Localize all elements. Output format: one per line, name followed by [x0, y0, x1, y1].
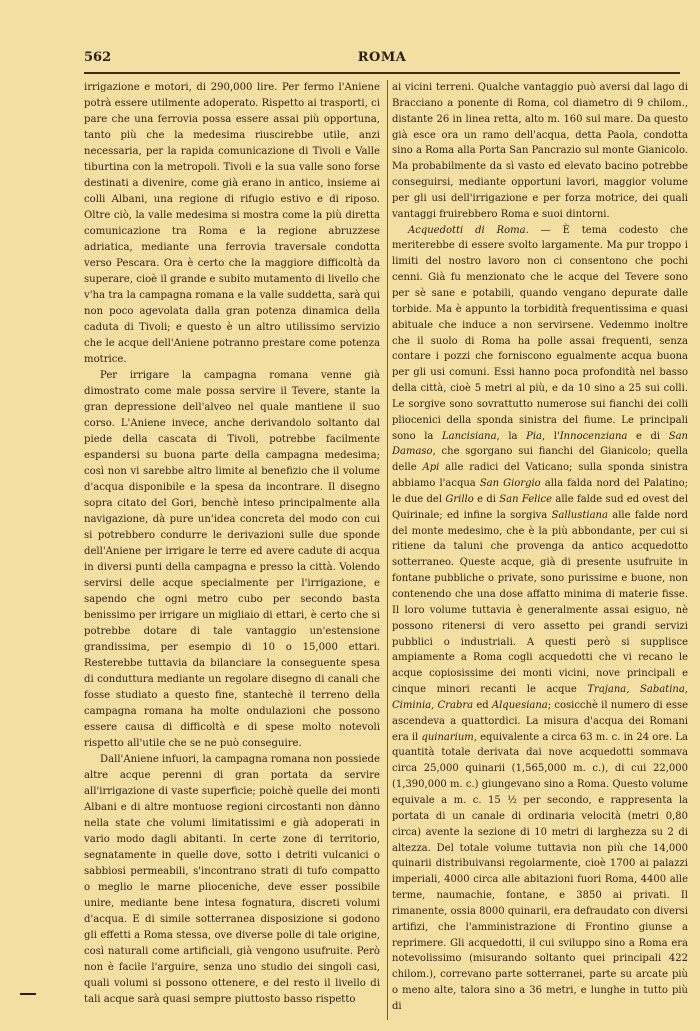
paragraph-acquedotti: Acquedotti di Roma. — È tema codesto che meriterebbe di essere svolto largamente. Ma pur troppo i limiti del nostro lavoro non ci consentono che pochi cenni. Già fu menzionato che le acque del Tevere sono per sè sane e potabili, quando vengano depurate dalle torbide. Ma è appunto la torbidità frequentissima e quasi abituale che induce a non servirsene. Vedemmo inoltre che il suolo di Roma ha polle assai frequenti, senza contare i pozzi che forniscono egualmente acqua buona per gli usi comuni. Essi hanno poca profondità nel basso della città, cioè 5 metri al più, e da 10 sino a 25 sui colli. Le sorgive sono sovrattutto numerose sui fianchi dei colli pliocenici della sponda sinistra del fiume. Le principali sono la Lancisiana, la Pia, l'Innocenziana e di San Damaso, che sgorgano sui fianchi del Gianicolo; quella delle Api alle radici del Vaticano; sulla sponda sinistra abbiamo l'acqua San Giorgio alla falda nord del Palatino; le due del Grillo e di San Felice alle falde sud ed ovest del Quirinale; ed infine la sorgiva Sallustiana alle falde nord del monte medesimo, che è la più abbondante, per cui si ritiene da taluni che provenga da antico acquedotto sotterraneo. Queste acque, già di presente usufruite in fontane pubbliche o private, sono purissime e buone, non contenendo che una dose affatto minima di materie fisse. Il loro volume tuttavia è generalmente assai esiguo, nè possono ritenersi di vero assetto pei grandi servizi pubblici o industriali. A questi però si supplisce ampiamente a Roma cogli acquedotti che vi recano le acque copiosissime dei monti vicini, nove principali e cinque minori recanti le acque Trajana, Sabatina, Ciminia, Crabra ed Alquesiana; cosicchè il numero di esse ascendeva a quattordici. La misura d'acqua dei Romani era il quinarium, equivalente a circa 63 m. c. in 24 ore. La quantità totale derivata dai nove acquedotti sommava circa 25,000 quinarii (1,565,000 m. c.), di cui 22,000 (1,390,000 m. c.) giungevano sino a Roma. Questo volume equivale a m. c. 15 ½ per secondo, e rappresenta la portata di un canale di ordinaria velocità (metri 0,80 circa) avente la sezione di 10 metri di larghezza su 2 di altezza. Del totale volume tuttavia non più che 14,000 quinarii distribuivansi regolarmente, cioè 1700 ai palazzi imperiali, 4000 circa alle abitazioni fuori Roma, 4400 alle terme, naumachie, fontane, e 3850 ai privati. Il rimanente, ossia 8000 quinarii, era defraudato con diversi artifizi, che l'amministrazione di Frontino giunse a reprimere. Gli acquedotti, il cui sviluppo sino a Roma era notevolissimo (misurando soltanto quei principali 422 chilom.), correvano parte sotterranei, parte su arcate più o meno alte, talora sino a 36 metri, e lunghe in tutto più di [392, 224, 689, 1012]
paragraph: irrigazione e motori, di 290,000 lire. Per fermo l'Aniene potrà essere utilmente adoperato. Rispetto ai trasporti, ci pare che una ferrovia possa essere assai più opportuna, tanto più che la medesima riuscirebbe utile, anzi necessaria, per la rapida comunicazione di Tivoli e Valle tiburtina con la metropoli. Tivoli e la sua valle sono forse destinati a divenire, come già erano in antico, insieme ai colli Albani, una regione di rifugio estivo e di riposo. Oltre ciò, la valle medesima si mostra come la più diretta comunicazione tra Roma e la regione abruzzese adriatica, mediante una ferrovia traversale condotta verso Pescara. Ora è certo che la maggiore difficoltà da superare, cioè il grande e subito mutamento di livello che v'ha tra la campagna romana e la valle suddetta, sarà qui non poco agevolata dalla gran potenza dinamica della caduta di Tivoli; e questo è un altro utilissimo servizio che le acque dell'Aniene potranno prestare come potenza motrice. [84, 82, 380, 365]
header-rule [84, 72, 680, 74]
aqueduct-name: Alquesiana [491, 699, 548, 711]
section-heading: Acquedotti di Roma. [408, 224, 529, 236]
spring-name: San Felice [499, 493, 553, 505]
running-title: ROMA [357, 50, 407, 65]
unit-term: quinarium [421, 731, 474, 743]
spring-name: San Damaso [392, 430, 688, 458]
column-divider [387, 80, 388, 1020]
running-header [84, 50, 680, 68]
paragraph: ai vicini terreni. Qualche vantaggio può aversi dal lago di Bracciano a ponente di Roma, col diametro di 9 chilom., distante 26 in linea retta, alto m. 160 sul mare. Da questo già esce ora un ramo dell'acqua, detta Paola, condotta sino a Roma alla Porta San Pancrazio sul monte Gianicolo. Ma probabilmente da sì vasto ed elevato bacino potrebbe conseguirsi, mediante opportuni lavori, maggior volume per gli usi dell'irrigazione e per forza motrice, dei quali vantaggi fruirebbero Roma e suoi dintorni. [392, 82, 688, 220]
margin-mark [20, 993, 36, 995]
aqueduct-names: Trajana, Sabatina, Ciminia, Crabra [392, 684, 688, 711]
spring-name: Grillo [445, 493, 474, 505]
right-column [392, 80, 688, 1015]
spring-name: San Giorgio [479, 478, 541, 490]
page-number: 562 [84, 50, 112, 65]
paragraph: Dall'Aniene infuori, la campagna romana non possiede altre acque perenni di gran portata da servire all'irrigazione di vaste superficie; poichè quelle dei monti Albani e di altre montuose regioni circostanti non dànno nella state che volumi limitatissimi e già adoperati in vario modo dagli abitanti. In certe zone di territorio, segnatamente in quelle dove, sotto i detriti vulcanici o sabbiosi permeabili, s'incontrano strati di tufo compatto o meglio le marne plioceniche, deve esser possibile unire, mediante bene intesa fognatura, discreti volumi d'acqua. E di simile sotterranea disposizione si godono gli effetti a Roma stessa, ove diverse polle di tale origine, così naturali come artificiali, già vengono usufruite. Però non è facile l'arguire, senza uno studio dei singoli casi, quali volumi si possono ottenere, e del resto il livello di tali acque sarà quasi sempre piuttosto basso rispetto [84, 754, 380, 1005]
spring-name: Lancisiana [442, 430, 497, 442]
spring-name: Innocenziana [559, 430, 628, 442]
spring-name: Sallustiana [551, 509, 608, 521]
left-column [84, 80, 380, 1008]
spring-name: Pia [526, 430, 542, 442]
spring-name: Api [422, 462, 440, 474]
paragraph: Per irrigare la campagna romana venne già dimostrato come male possa servire il Tevere, stante la gran depressione dell'alveo nel quale mantiene il suo corso. L'Aniene invece, anche derivandolo soltanto dal piede della cascata di Tivoli, potrebbe facilmente espandersi su buona parte della campagna medesima; così non vi sarebbe altro limite al benefizio che il volume d'acqua disponibile e la spesa da incontrare. Il disegno sopra citato del Gori, benchè inteso principalmente alla navigazione, dà pure un'idea concreta del modo con cui si potrebbero condurre le derivazioni sulle due sponde dell'Aniene per irrigare le terre ed avere cadute di acqua in diversi punti della campagna e presso la città. Volendo servirsi delle acque specialmente per l'irrigazione, e sapendo che ogni metro cubo per secondo basta benissimo per irrigare un migliaio di ettari, è certo che si potrebbe dotare di tale vantaggio un'estensione grandissima, per esempio di 10 o 15,000 ettari. Resterebbe tuttavia da bilanciare la conseguente spesa di conduttura mediante un regolare disegno di canali che fosse studiato a questo fine, stantechè il terreno della campagna romana ha molte ondulazioni che possono essere causa di difficoltà e di spese molto notevoli rispetto all'utile che se ne può conseguire. [84, 370, 380, 749]
